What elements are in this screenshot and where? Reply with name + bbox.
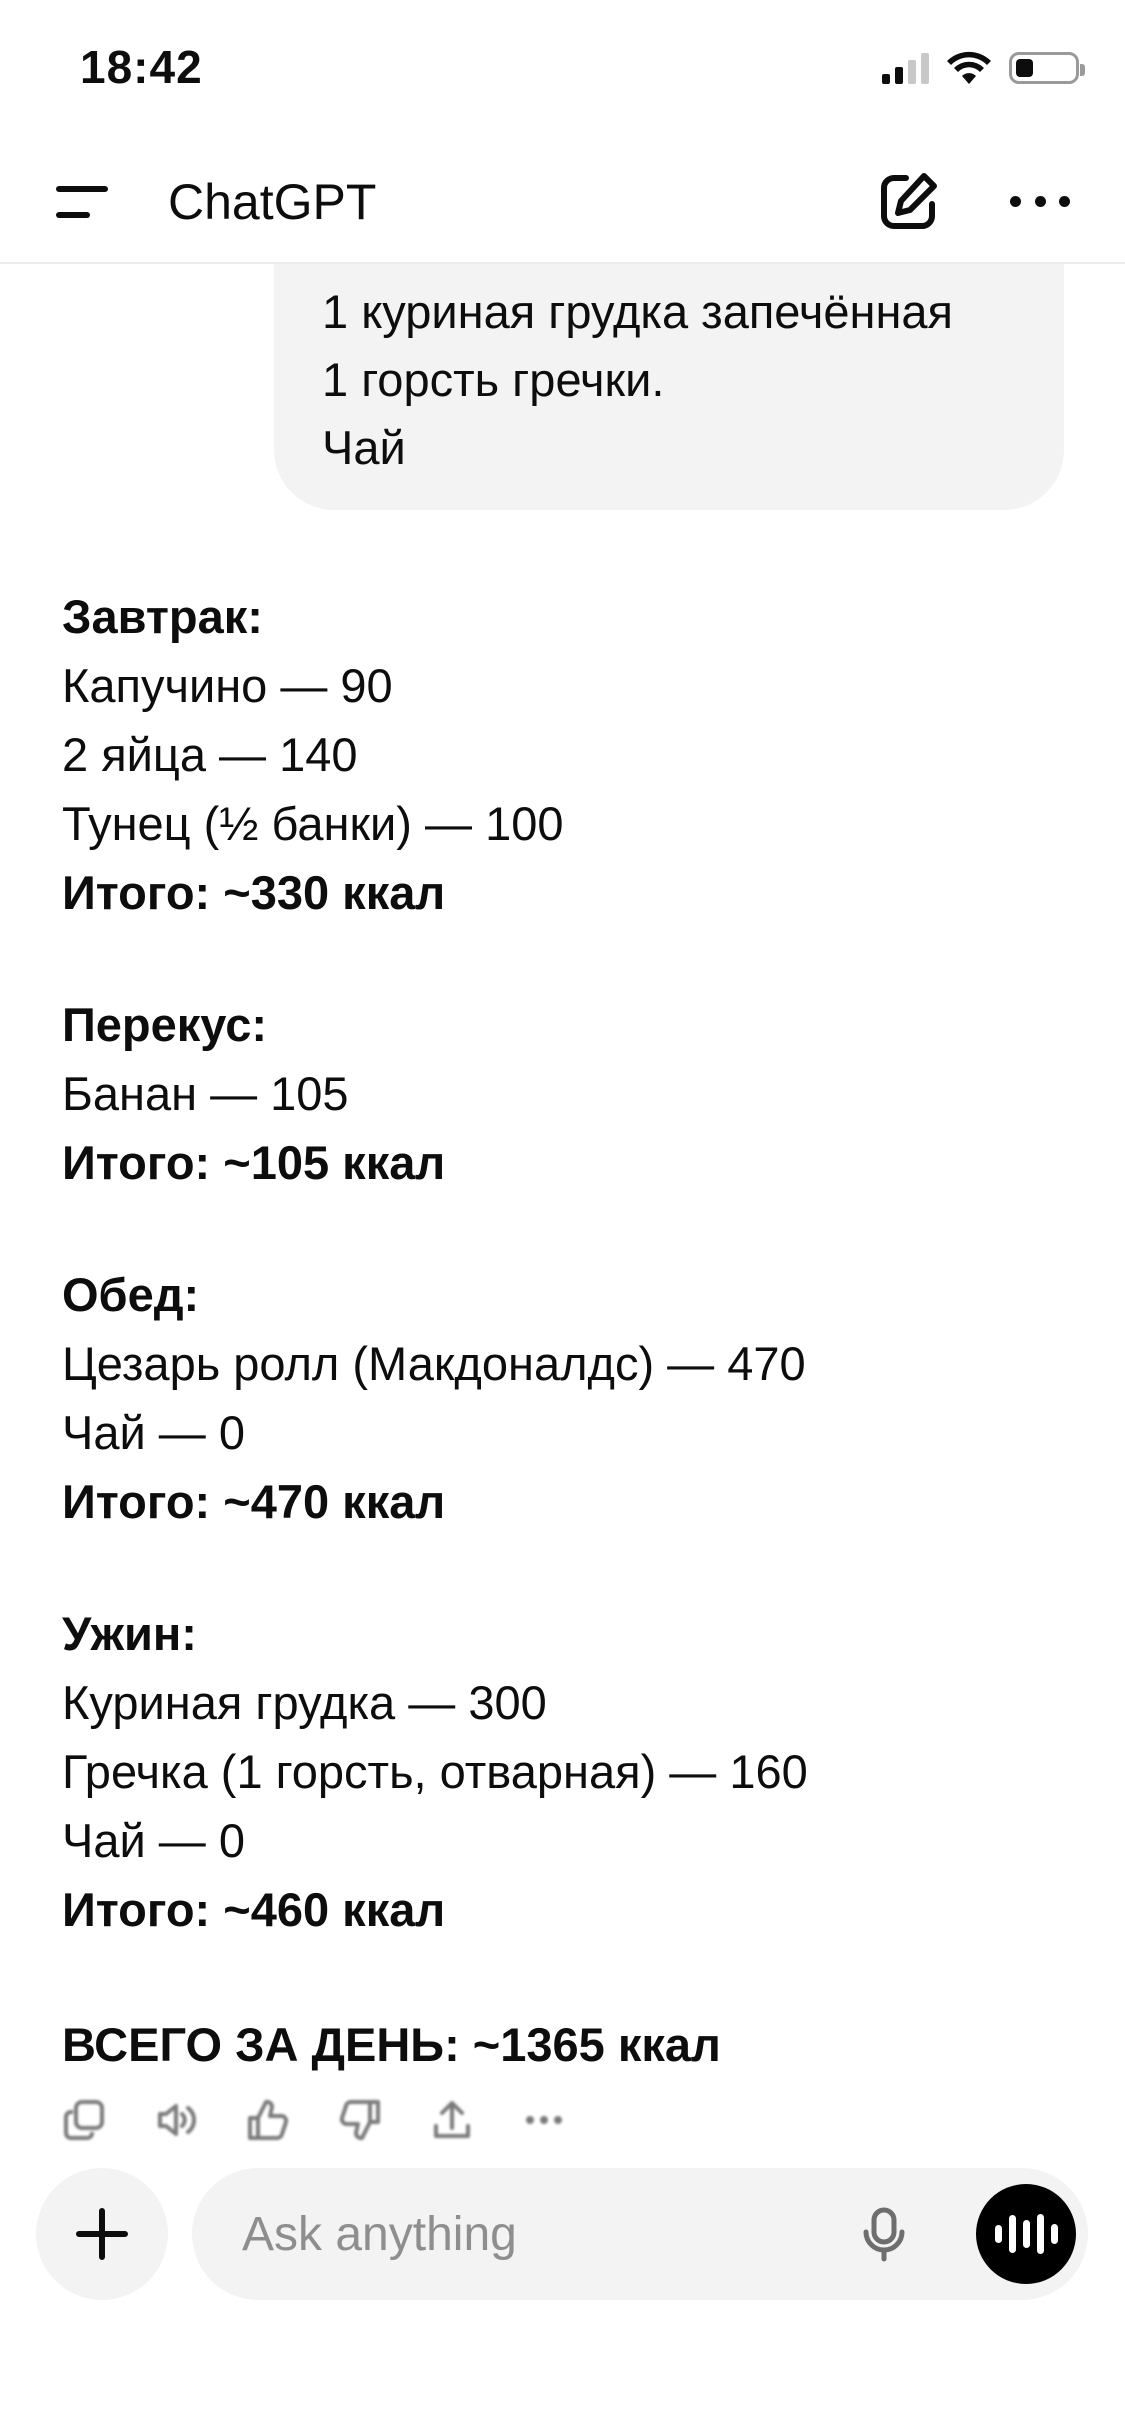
- meal-total-lunch: Итого: ~470 ккал: [62, 1475, 446, 1528]
- app-header: [0, 140, 1125, 264]
- meal-item: Куриная грудка — 300: [62, 1676, 547, 1729]
- thumbs-up-icon[interactable]: [246, 2098, 290, 2142]
- status-icons: [882, 48, 1079, 88]
- cellular-signal-icon: [882, 52, 929, 84]
- message-input[interactable]: [242, 2168, 802, 2300]
- user-message-bubble: [274, 264, 1064, 510]
- user-message-line: 1 горсть гречки.: [322, 353, 665, 406]
- meal-item: Гречка (1 горсть, отварная) — 160: [62, 1745, 808, 1798]
- meal-heading-lunch: Обед:: [62, 1268, 200, 1321]
- meal-item: Цезарь ролл (Макдоналдс) — 470: [62, 1337, 806, 1390]
- plus-icon: [36, 2168, 168, 2300]
- user-message-line: 1 куриная грудка запечённая: [322, 285, 954, 338]
- meal-item: 2 яйца — 140: [62, 728, 358, 781]
- user-message-line: Чай: [322, 421, 406, 474]
- meal-item: Чай — 0: [62, 1406, 245, 1459]
- battery-icon: [1009, 52, 1079, 84]
- share-icon[interactable]: [430, 2098, 474, 2142]
- thumbs-down-icon[interactable]: [338, 2098, 382, 2142]
- status-bar: [0, 0, 1125, 140]
- meal-heading-breakfast: Завтрак:: [62, 590, 263, 643]
- app-title: ChatGPT: [168, 174, 377, 230]
- message-actions: [62, 2098, 566, 2142]
- more-options-icon[interactable]: [1010, 178, 1070, 224]
- microphone-icon[interactable]: [854, 2204, 914, 2264]
- read-aloud-icon[interactable]: [154, 2098, 198, 2142]
- wifi-icon: [947, 51, 991, 85]
- meal-total-dinner: Итого: ~460 ккал: [62, 1883, 446, 1936]
- meal-heading-dinner: Ужин:: [62, 1607, 197, 1660]
- status-time: 18:42: [80, 41, 203, 93]
- meal-heading-snack: Перекус:: [62, 998, 268, 1051]
- composer-bar: [192, 2168, 1088, 2300]
- voice-mode-button[interactable]: [976, 2184, 1076, 2284]
- meal-item: Капучино — 90: [62, 659, 393, 712]
- menu-icon[interactable]: [56, 180, 112, 226]
- assistant-message: [62, 582, 1062, 2079]
- meal-total-breakfast: Итого: ~330 ккал: [62, 866, 446, 919]
- copy-icon[interactable]: [62, 2098, 106, 2142]
- meal-item: Тунец (½ банки) — 100: [62, 797, 564, 850]
- meal-item: Чай — 0: [62, 1814, 245, 1867]
- add-attachment-button[interactable]: [36, 2168, 168, 2300]
- meal-item: Банан — 105: [62, 1067, 349, 1120]
- more-dots-icon[interactable]: [522, 2098, 566, 2142]
- daily-total: ВСЕГО ЗА ДЕНЬ: ~1365 ккал: [62, 2018, 721, 2071]
- new-chat-icon[interactable]: [876, 168, 942, 234]
- meal-total-snack: Итого: ~105 ккал: [62, 1136, 446, 1189]
